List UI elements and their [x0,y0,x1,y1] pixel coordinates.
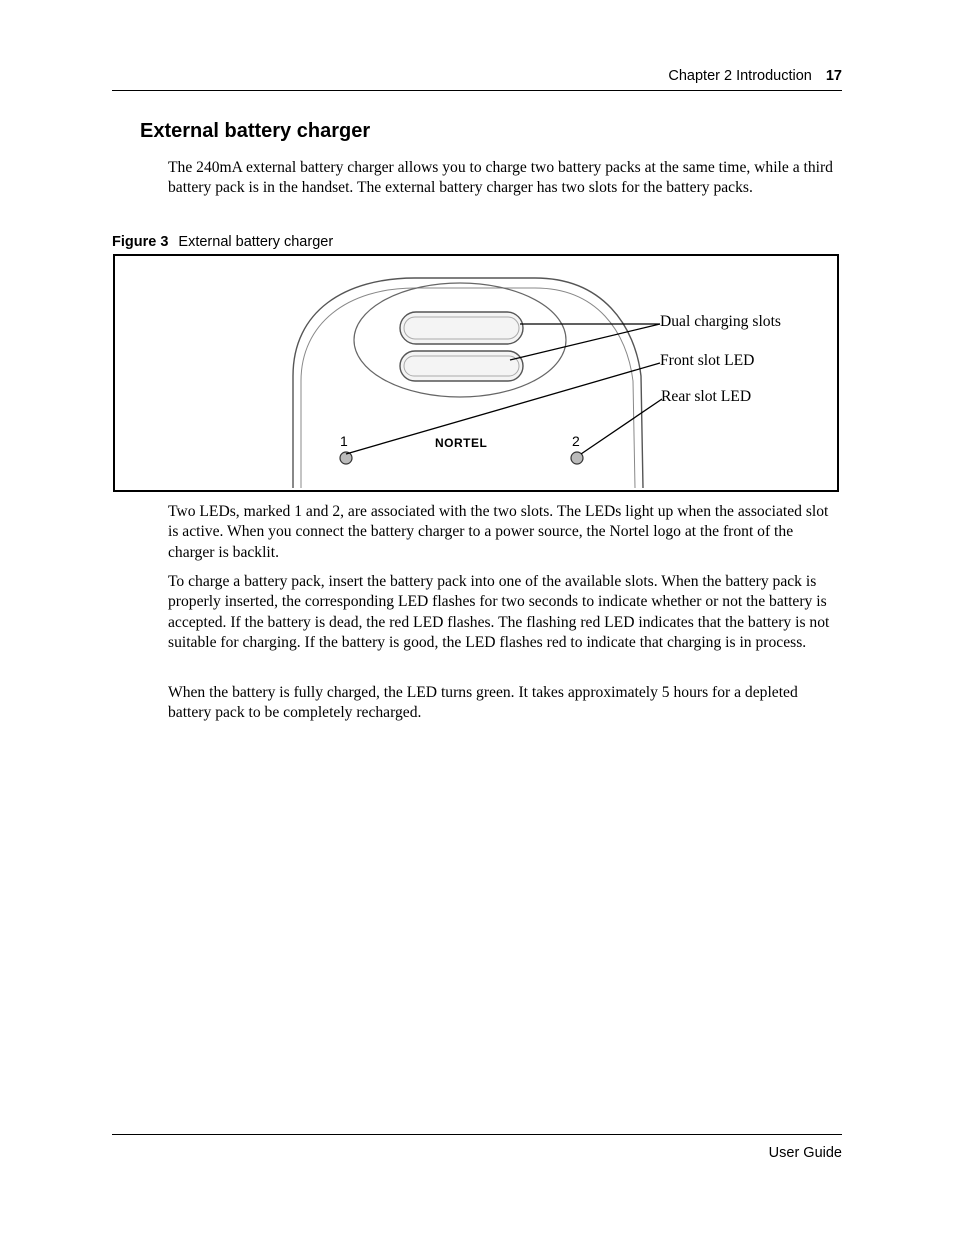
figure-caption [112,234,333,250]
led-label-1: 1 [340,433,348,449]
figure-caption-text: External battery charger [178,234,334,250]
page-footer [112,1134,842,1165]
charging-paragraph: To charge a battery pack, insert the battery pack into one of the available slots. When the battery pack is properly inserted, the corresponding LED flashes for two seconds to indicate whether or not the battery is accepted. If the battery is dead, the red LED flashes. The flashing red LED indicates that the battery is not suitable for charging. If the battery is good, the LED flashes red to indicate that charging is in process. [168,573,830,651]
footer-doc-title: User Guide [768,1145,842,1161]
intro-paragraph: The 240mA external battery charger allows you to charge two battery packs at the same time, while a third battery pack is in the handset. The external battery charger has two slots for the battery packs. [168,159,833,197]
page-number: 17 [825,68,842,84]
callout-line-rear-led [581,399,662,454]
leds-paragraph: Two LEDs, marked 1 and 2, are associated with the two slots. The LEDs light up when the associated slot is active. When you connect the battery charger to a power source, the Nortel logo at the front of the charger is backlit. [168,503,829,561]
section-title: External battery charger [140,120,371,142]
charger-illustration [115,256,841,494]
header-right [668,68,842,84]
led-label-2: 2 [572,433,580,449]
chapter-title: Chapter 2 Introduction [668,68,812,84]
figure-charger [113,254,839,492]
figure-label: Figure 3 [112,234,169,250]
callout-rear-led: Rear slot LED [661,388,752,405]
callout-front-led: Front slot LED [660,352,755,369]
page-header [112,68,842,91]
charged-paragraph: When the battery is fully charged, the LED turns green. It takes approximately 5 hours for a depleted battery pack to be completely recharged. [168,684,798,722]
callout-dual-slots: Dual charging slots [660,313,781,330]
nortel-logo: NORTEL [435,436,488,450]
